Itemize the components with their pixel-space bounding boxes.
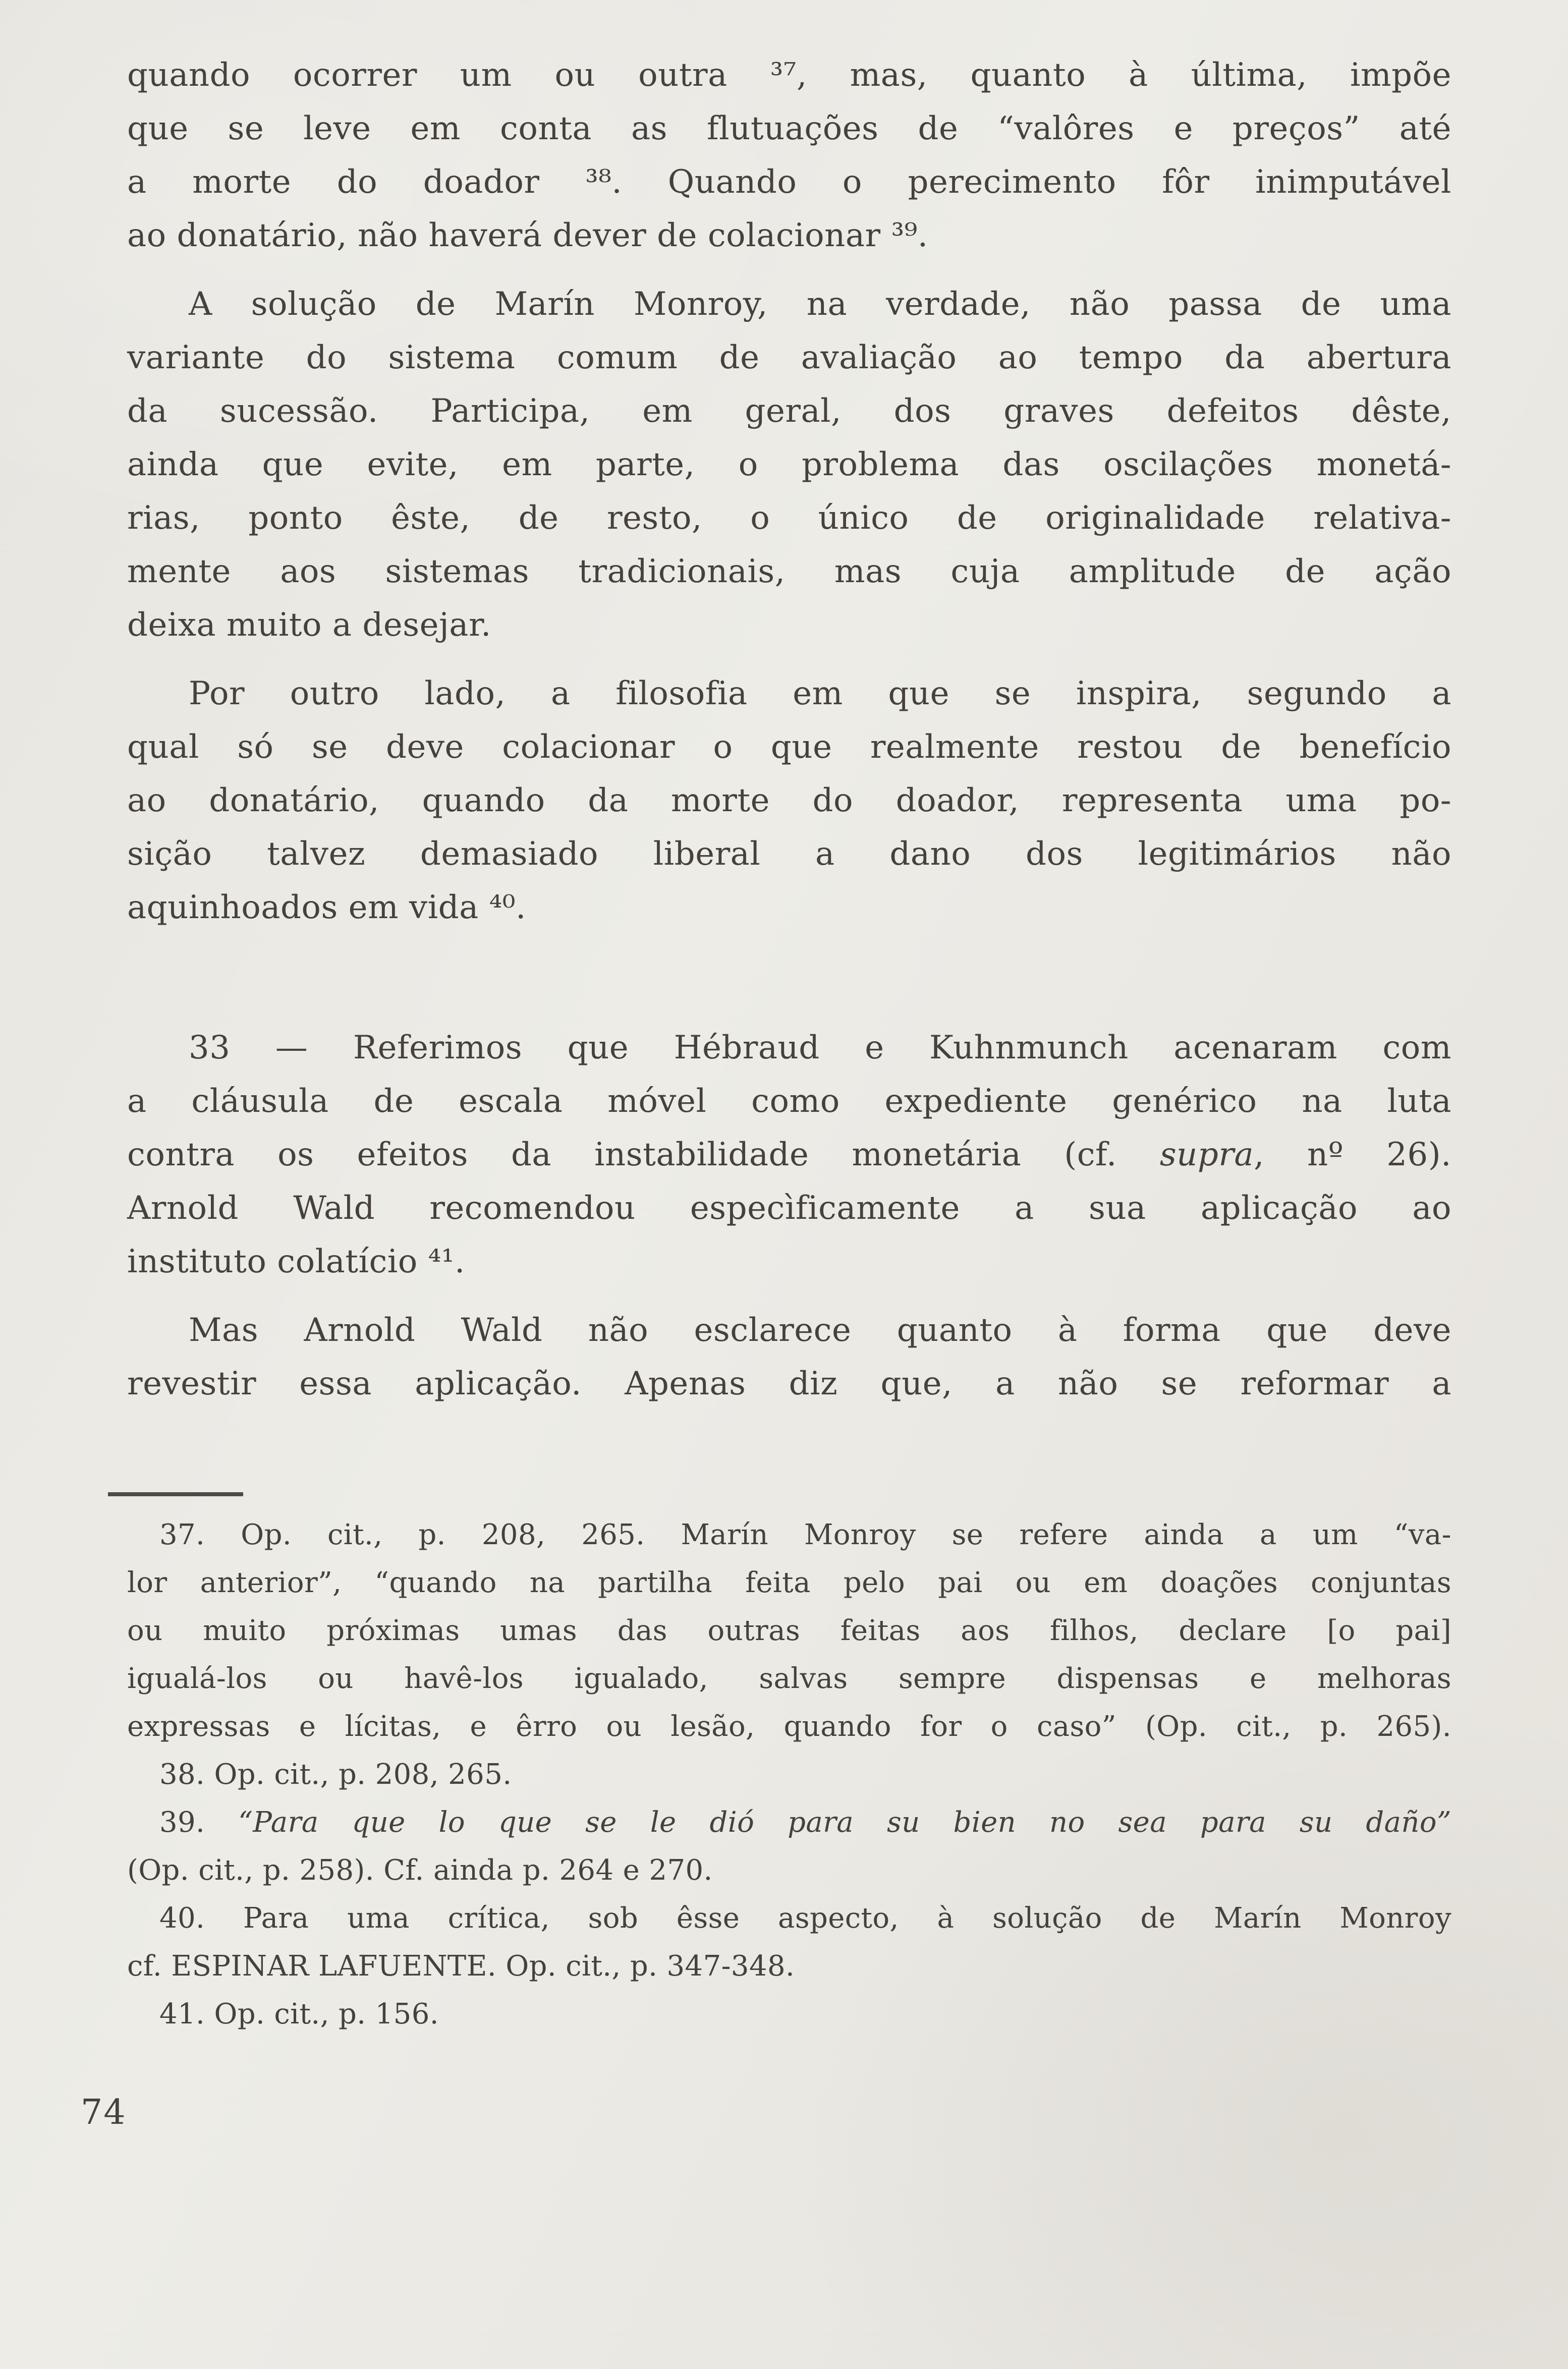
paragraph-3 [127, 667, 1451, 934]
text-line: 40. Para uma crítica, sob êsse aspecto, à solução de Marín Monroy [159, 1902, 1451, 1935]
text-line: Arnold Wald recomendou especìficamente a sua aplicação ao [127, 1190, 1451, 1227]
footnote-separator-rule [108, 1492, 243, 1496]
paragraph-1 [127, 48, 1451, 262]
text-line: ao donatário, quando da morte do doador, representa uma po- [127, 782, 1451, 819]
text-line: mente aos sistemas tradicionais, mas cuja amplitude de ação [127, 553, 1451, 590]
text-line: que se leve em conta as flutuações de “valôres e preços” até [127, 110, 1451, 147]
text-line: 33 — Referimos que Hébraud e Kuhnmunch acenaram com [189, 1029, 1451, 1066]
text-line: ou muito próximas umas das outras feitas aos filhos, declare [o pai] [127, 1614, 1451, 1647]
text-line: variante do sistema comum de avaliação ao tempo da abertura [127, 339, 1451, 376]
text-line: a cláusula de escala móvel como expediente genérico na luta [127, 1083, 1451, 1120]
text-line: ao donatário, não haverá dever de colacionar ³⁹. [127, 217, 928, 254]
paragraph-4-section-33 [127, 1021, 1451, 1288]
page-number: 74 [81, 2093, 127, 2132]
text-line: rias, ponto êste, de resto, o único de originalidade relativa- [127, 499, 1451, 537]
text-line: cf. ESPINAR LAFUENTE. Op. cit., p. 347-348. [127, 1950, 795, 1983]
main-text [127, 48, 1451, 1411]
text-line: ainda que evite, em parte, o problema das oscilações monetá- [127, 446, 1451, 483]
footnotes [127, 1511, 1451, 2038]
paragraph-2 [127, 277, 1451, 652]
footnote-39 [127, 1798, 1451, 1894]
text-line: contra os efeitos da instabilidade monetária (cf. supra, nº 26). [127, 1136, 1452, 1173]
text-line: Por outro lado, a filosofia em que se inspira, segundo a [189, 675, 1451, 712]
text-line: expressas e lícitas, e êrro ou lesão, quando for o caso” (Op. cit., p. 265). [127, 1710, 1451, 1743]
text-line: quando ocorrer um ou outra ³⁷, mas, quanto à última, impõe [127, 57, 1451, 94]
text-line: lor anterior”, “quando na partilha feita pelo pai ou em doações conjuntas [127, 1566, 1451, 1599]
text-line: deixa muito a desejar. [127, 606, 491, 644]
text-line: 37. Op. cit., p. 208, 265. Marín Monroy se refere ainda a um “va- [159, 1518, 1451, 1551]
text-line: a morte do doador ³⁸. Quando o perecimento fôr inimputável [127, 163, 1451, 201]
text-line: igualá-los ou havê-los igualado, salvas sempre dispensas e melhoras [127, 1662, 1451, 1695]
text-line: 39. “Para que lo que se le dió para su bien no sea para su daño” [159, 1806, 1451, 1839]
text-line: aquinhoados em vida ⁴⁰. [127, 889, 526, 926]
footnote-37 [127, 1511, 1451, 1751]
text-line: revestir essa aplicação. Apenas diz que, a não se reformar a [127, 1365, 1451, 1402]
text-line: Mas Arnold Wald não esclarece quanto à forma que deve [189, 1312, 1451, 1349]
text-line: (Op. cit., p. 258). Cf. ainda p. 264 e 270. [127, 1854, 713, 1887]
text-line: 41. Op. cit., p. 156. [159, 1998, 439, 2030]
text-line: da sucessão. Participa, em geral, dos graves defeitos dêste, [127, 392, 1451, 430]
footnote-38 [127, 1751, 1451, 1798]
paragraph-5 [127, 1304, 1451, 1411]
text-line: instituto colatício ⁴¹. [127, 1243, 465, 1280]
footnote-41 [127, 1990, 1451, 2038]
text-line: A solução de Marín Monroy, na verdade, não passa de uma [189, 286, 1451, 323]
text-line: qual só se deve colacionar o que realmente restou de benefício [127, 728, 1451, 766]
text-line: 38. Op. cit., p. 208, 265. [159, 1758, 512, 1791]
footnote-40 [127, 1894, 1451, 1990]
text-line: sição talvez demasiado liberal a dano dos legitimários não [127, 835, 1451, 873]
